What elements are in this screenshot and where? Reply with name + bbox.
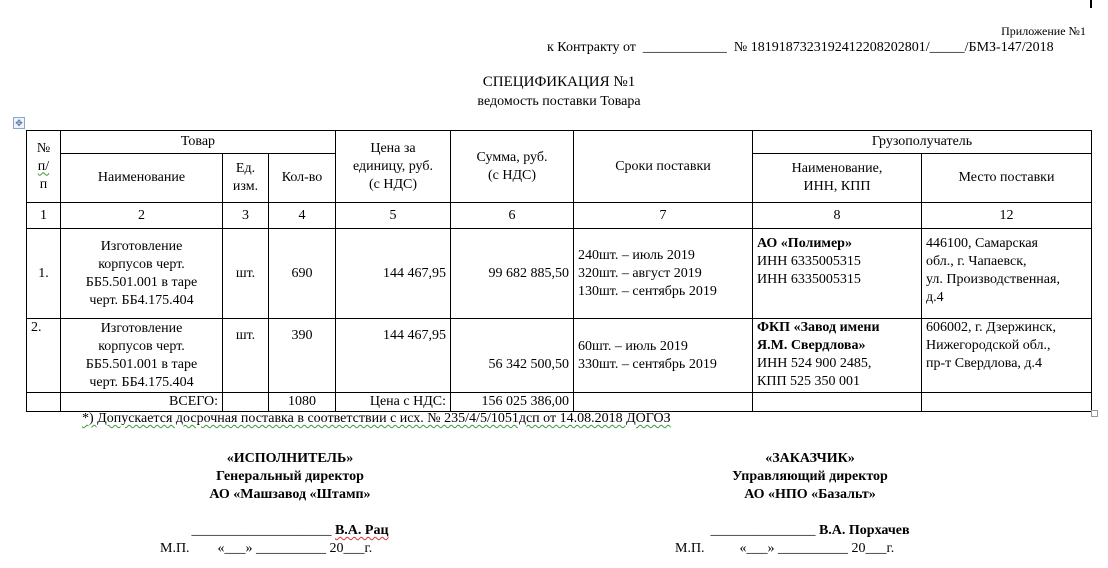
row-num: 2. — [27, 319, 61, 393]
header-name: Наименование — [61, 154, 223, 203]
row-place-line: Нижегородской обл., — [926, 338, 1051, 353]
stamp-date-line: М.П. «___» __________ 20___г. — [160, 541, 373, 556]
table-row — [27, 319, 1092, 393]
header-num — [27, 131, 61, 203]
row-sum: 56 342 500,50 — [451, 319, 574, 393]
document-subtitle: ведомость поставки Товара — [477, 94, 641, 109]
header-consignee: Грузополучатель — [753, 131, 1092, 154]
document-title: СПЕЦИФИКАЦИЯ №1 — [482, 74, 636, 90]
header-row-1 — [27, 131, 1092, 154]
header-consignee-name — [753, 154, 922, 203]
appendix-label: Приложение №1 — [1001, 24, 1086, 38]
header-num-line: п/ — [37, 158, 50, 174]
signature-role: «ЗАКАЗЧИК» — [765, 451, 855, 466]
row-place-line: пр-т Свердлова, д.4 — [926, 356, 1043, 371]
row-place-line: ул. Производственная, — [926, 272, 1060, 287]
footnote: *) Допускается досрочная поставка в соответствии с исх. № 235/4/5/1051дсп от 14.08.2018 ДОГОЗ — [82, 411, 671, 426]
index-cell: 7 — [574, 203, 753, 229]
row-name-line: Изготовление — [100, 320, 183, 336]
row-place — [922, 229, 1092, 319]
row-consignee-company: АО «Полимер» — [757, 236, 852, 251]
row-num: 1. — [27, 229, 61, 319]
header-sum — [451, 131, 574, 203]
row-terms-line: 240шт. – июль 2019 — [578, 247, 695, 263]
header-price — [336, 131, 451, 203]
row-name-line: ББ5.501.001 в таре — [85, 274, 198, 290]
header-goods: Товар — [61, 131, 336, 154]
total-price-label: Цена с НДС: — [336, 393, 451, 412]
index-cell: 4 — [269, 203, 336, 229]
row-consignee — [753, 319, 922, 393]
row-place-line: обл., г. Чапаевск, — [926, 254, 1027, 269]
total-label: ВСЕГО: — [61, 393, 223, 412]
row-terms-line: 330шт. – сентябрь 2019 — [578, 356, 717, 372]
signature-position: Генеральный директор — [216, 469, 364, 484]
index-row — [27, 203, 1092, 229]
signature-company: АО «НПО «Базальт» — [744, 487, 876, 502]
row-place-line: 606002, г. Дзержинск, — [926, 320, 1056, 335]
row-name — [61, 229, 223, 319]
row-qty: 390 — [269, 319, 336, 393]
row-place-line: д.4 — [926, 290, 944, 305]
signature-blank: ____________________ — [191, 523, 332, 538]
header-consignee-name-line: ИНН, КПП — [803, 179, 871, 194]
specification-table — [26, 130, 1092, 412]
page-corner-mark — [1090, 0, 1092, 8]
total-qty: 1080 — [269, 393, 336, 412]
index-cell: 6 — [451, 203, 574, 229]
header-sum-line: (с НДС) — [487, 167, 537, 183]
index-cell: 8 — [753, 203, 922, 229]
row-price: 144 467,95 — [336, 319, 451, 393]
signature-name: В.А. Порхачев — [818, 523, 910, 538]
row-consignee-line: КПП 525 350 001 — [757, 374, 861, 389]
row-price: 144 467,95 — [336, 229, 451, 319]
row-terms-line: 130шт. – сентябрь 2019 — [578, 283, 717, 299]
row-consignee-line: ИНН 524 900 2485, — [757, 356, 872, 371]
index-cell: 12 — [922, 203, 1092, 229]
signature-blank: _______________ — [710, 523, 816, 538]
row-consignee — [753, 229, 922, 319]
signature-block-customer — [650, 450, 970, 558]
header-consignee-name-line: Наименование, — [791, 161, 883, 176]
row-name-line: черт. ББ4.175.404 — [89, 292, 194, 308]
signature-company: АО «Машзавод «Штамп» — [209, 487, 371, 502]
contract-date-blank: ____________ — [642, 40, 727, 55]
row-name — [61, 319, 223, 393]
index-cell: 5 — [336, 203, 451, 229]
total-sum: 156 025 386,00 — [451, 393, 574, 412]
stamp-date-line: М.П. «___» __________ 20___г. — [675, 541, 895, 556]
row-consignee-line: ИНН 6335005315 — [757, 272, 861, 287]
header-price-line: единицу, руб. — [353, 158, 433, 174]
contract-number: № 1819187323192412208202801/_____/БМЗ-147/2018 — [733, 40, 1054, 55]
header-place: Место поставки — [922, 154, 1092, 203]
signature-line — [130, 522, 450, 540]
table-row — [27, 229, 1092, 319]
header-sum-line: Сумма, руб. — [476, 149, 548, 165]
row-name-line: корпусов черт. — [98, 256, 185, 272]
header-unit — [223, 154, 269, 203]
row-consignee-company: ФКП «Завод имени — [757, 320, 880, 335]
row-terms-line: 320шт. – август 2019 — [578, 265, 702, 281]
total-empty — [753, 393, 922, 412]
header-num-line: № — [36, 140, 51, 156]
total-empty — [27, 393, 61, 412]
row-consignee-line: ИНН 6335005315 — [757, 254, 861, 269]
index-cell: 2 — [61, 203, 223, 229]
total-row — [27, 393, 1092, 412]
row-qty: 690 — [269, 229, 336, 319]
header-qty: Кол-во — [269, 154, 336, 203]
row-sum: 99 682 885,50 — [451, 229, 574, 319]
row-place-line — [926, 235, 1087, 253]
row-terms — [574, 229, 753, 319]
table-move-handle-icon[interactable]: ✥ — [13, 117, 25, 129]
total-empty — [574, 393, 753, 412]
signature-block-contractor — [130, 450, 450, 558]
row-name-line: ББ5.501.001 в таре — [85, 356, 198, 372]
row-name-line: корпусов черт. — [98, 338, 185, 354]
header-terms: Сроки поставки — [574, 131, 753, 203]
row-unit: шт. — [223, 319, 269, 393]
total-empty — [922, 393, 1092, 412]
total-empty — [223, 393, 269, 412]
header-unit-line: изм. — [232, 179, 259, 194]
row-consignee-company: Я.М. Свердлова» — [757, 338, 866, 353]
signature-role: «ИСПОЛНИТЕЛЬ» — [226, 451, 354, 466]
row-name-line: черт. ББ4.175.404 — [89, 374, 194, 390]
row-place — [922, 319, 1092, 393]
header-num-line: п — [39, 176, 48, 192]
header-unit-line: Ед. — [235, 161, 256, 176]
contract-prefix: к Контракту от — [547, 40, 636, 55]
row-name-line: Изготовление — [100, 238, 183, 254]
signature-name: В.А. Рац — [334, 523, 389, 538]
header-price-line: (с НДС) — [368, 176, 418, 192]
row-place-text: 446100, Самарская — [926, 236, 1038, 251]
row-terms — [574, 319, 753, 393]
contract-reference — [547, 40, 1054, 56]
index-cell: 3 — [223, 203, 269, 229]
header-price-line: Цена за — [370, 140, 416, 156]
index-cell: 1 — [27, 203, 61, 229]
signature-line — [650, 522, 970, 540]
signature-position: Управляющий директор — [732, 469, 888, 484]
table-resize-handle[interactable] — [1091, 410, 1098, 417]
row-terms-line: 60шт. – июль 2019 — [578, 338, 688, 354]
row-unit: шт. — [223, 229, 269, 319]
